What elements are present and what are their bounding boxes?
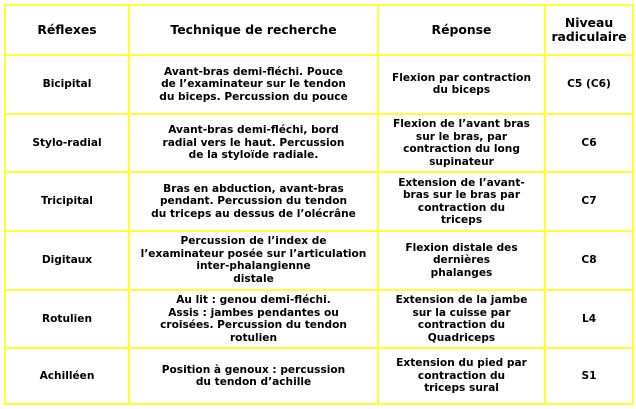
reflex-cell: Stylo-radial xyxy=(5,114,129,173)
reflex-cell: Achilléen xyxy=(5,348,129,404)
table-row xyxy=(5,231,633,290)
header-response: Réponse xyxy=(378,5,545,55)
level-cell: L4 xyxy=(545,290,633,349)
technique-cell: Au lit : genou demi-fléchi. Assis : jambes pendantes ou croisées. Percussion du tendon rotulien xyxy=(129,290,378,349)
header-technique: Technique de recherche xyxy=(129,5,378,55)
level-cell: S1 xyxy=(545,348,633,404)
level-cell: C6 xyxy=(545,114,633,173)
level-cell: C5 (C6) xyxy=(545,55,633,114)
table-row xyxy=(5,348,633,404)
table-row xyxy=(5,290,633,349)
table-row xyxy=(5,55,633,114)
response-cell: Extension de l’avant- bras sur le bras par contraction du triceps xyxy=(378,172,545,231)
reflex-cell: Bicipital xyxy=(5,55,129,114)
reflex-table xyxy=(4,4,634,405)
technique-cell: Position à genoux : percussion du tendon d’achille xyxy=(129,348,378,404)
table-row xyxy=(5,172,633,231)
technique-cell: Percussion de l’index de l’examinateur posée sur l’articulation inter-phalangienne distale xyxy=(129,231,378,290)
technique-cell: Avant-bras demi-fléchi. Pouce de l’examinateur sur le tendon du biceps. Percussion du pouce xyxy=(129,55,378,114)
reflex-cell: Rotulien xyxy=(5,290,129,349)
header-level: Niveau radiculaire xyxy=(545,5,633,55)
reflex-cell: Tricipital xyxy=(5,172,129,231)
table-row xyxy=(5,114,633,173)
response-cell: Flexion distale des dernières phalanges xyxy=(378,231,545,290)
level-cell: C8 xyxy=(545,231,633,290)
level-cell: C7 xyxy=(545,172,633,231)
response-cell: Extension de la jambe sur la cuisse par contraction du Quadriceps xyxy=(378,290,545,349)
technique-cell: Bras en abduction, avant-bras pendant. Percussion du tendon du triceps au dessus de l’olécrâne xyxy=(129,172,378,231)
reflex-cell: Digitaux xyxy=(5,231,129,290)
header-row xyxy=(5,5,633,55)
reflex-table-container xyxy=(4,4,632,405)
response-cell: Extension du pied par contraction du triceps sural xyxy=(378,348,545,404)
header-reflexes: Réflexes xyxy=(5,5,129,55)
response-cell: Flexion de l’avant bras sur le bras, par contraction du long supinateur xyxy=(378,114,545,173)
technique-cell: Avant-bras demi-fléchi, bord radial vers le haut. Percussion de la styloïde radiale. xyxy=(129,114,378,173)
response-cell: Flexion par contraction du biceps xyxy=(378,55,545,114)
